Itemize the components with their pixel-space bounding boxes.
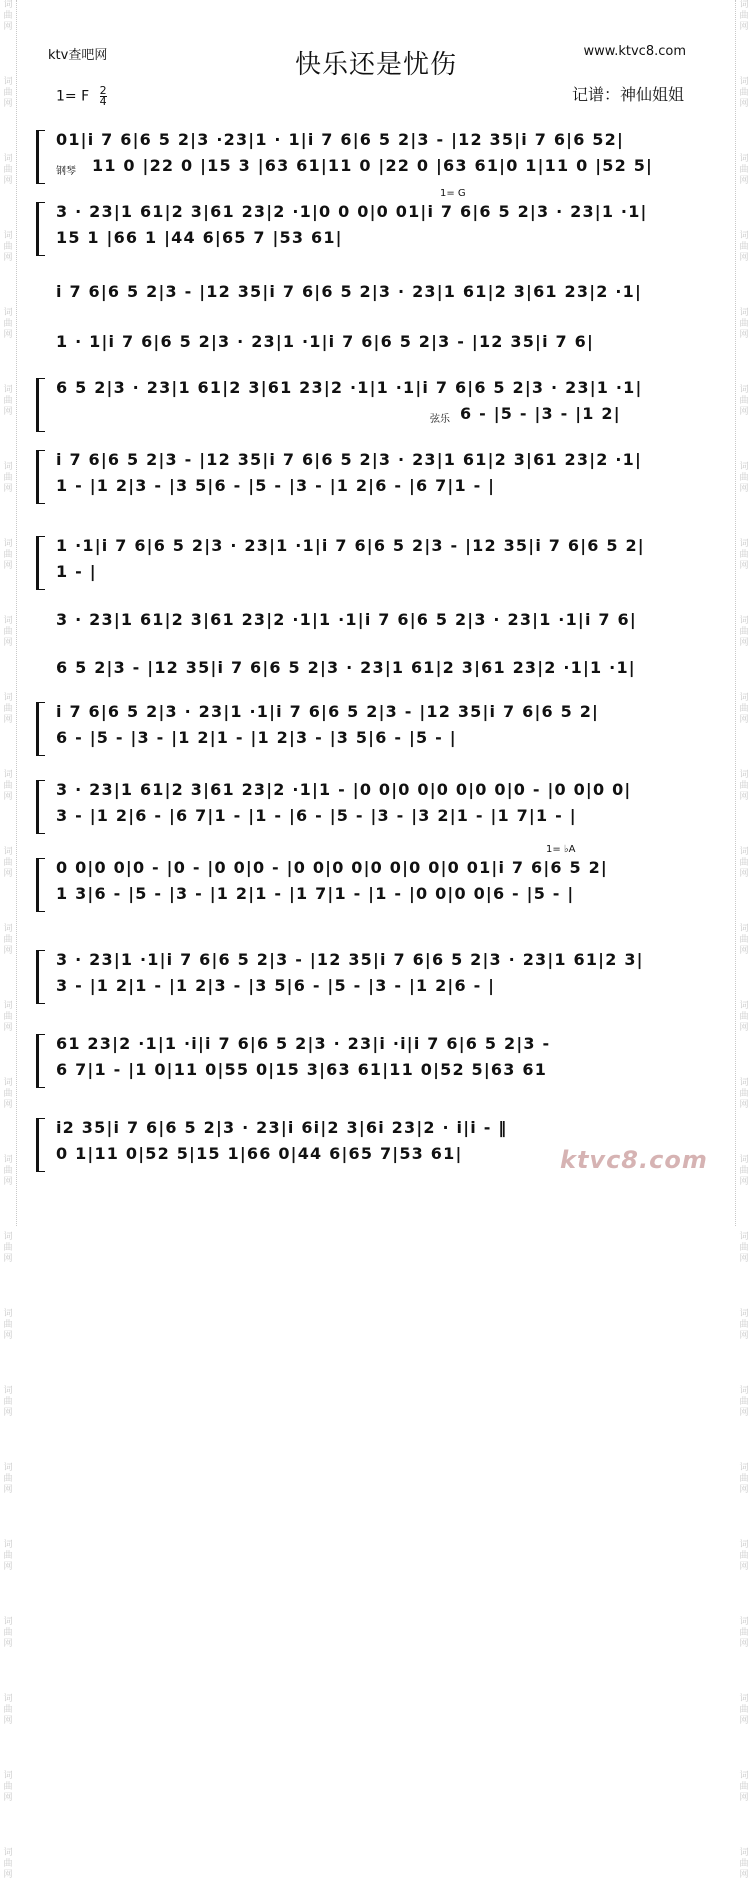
upper-staff: 6 5 2|3 · 23|1 61|2 3|61 23|2 ·1|1 ·1|i 7 6|6 5 2|3 · 23|1 ·1| bbox=[56, 378, 643, 397]
upper-staff: i 7 6|6 5 2|3 - |12 35|i 7 6|6 5 2|3 · 23|1 61|2 3|61 23|2 ·1| bbox=[56, 450, 642, 469]
watermark-glyph: 词曲网 bbox=[3, 616, 13, 648]
system-bracket bbox=[36, 950, 45, 1004]
lower-staff: 1 3|6 - |5 - |3 - |1 2|1 - |1 7|1 - |1 - |0 0|0 0|6 - |5 - | bbox=[56, 884, 575, 903]
watermark-stamp: ktvc8.com bbox=[560, 1146, 708, 1174]
system-bracket bbox=[36, 1118, 45, 1172]
lower-staff: 6 - |5 - |3 - |1 2| bbox=[460, 404, 621, 423]
watermark-glyph: 词曲网 bbox=[739, 1078, 749, 1110]
system-bracket bbox=[36, 202, 45, 256]
watermark-glyph: 词曲网 bbox=[739, 1232, 749, 1264]
watermark-glyph: 词曲网 bbox=[739, 693, 749, 725]
upper-staff: 1 · 1|i 7 6|6 5 2|3 · 23|1 ·1|i 7 6|6 5 2|3 - |12 35|i 7 6| bbox=[56, 332, 595, 351]
watermark-glyph: 词曲网 bbox=[3, 1848, 13, 1880]
upper-staff: 3 · 23|1 61|2 3|61 23|2 ·1|1 - |0 0|0 0|0 0|0 0|0 - |0 0|0 0| bbox=[56, 780, 632, 799]
watermark-glyph: 词曲网 bbox=[739, 1386, 749, 1418]
watermark-glyph: 词曲网 bbox=[3, 385, 13, 417]
watermark-glyph: 词曲网 bbox=[739, 770, 749, 802]
watermark-glyph: 词曲网 bbox=[3, 1771, 13, 1803]
watermark-glyph: 词曲网 bbox=[3, 924, 13, 956]
upper-staff: 3 · 23|1 61|2 3|61 23|2 ·1|0 0 0|0 01|i 7 6|6 5 2|3 · 23|1 ·1| bbox=[56, 202, 648, 221]
watermark-glyph: 词曲网 bbox=[3, 1617, 13, 1649]
lower-staff: 3 - |1 2|1 - |1 2|3 - |3 5|6 - |5 - |3 - |1 2|6 - | bbox=[56, 976, 496, 995]
watermark-glyph: 词曲网 bbox=[739, 1463, 749, 1495]
watermark-glyph: 词曲网 bbox=[739, 924, 749, 956]
watermark-glyph: 词曲网 bbox=[3, 1463, 13, 1495]
watermark-glyph: 词曲网 bbox=[739, 77, 749, 109]
key-change-mark: 1= G bbox=[440, 188, 466, 199]
upper-staff: 0 0|0 0|0 - |0 - |0 0|0 - |0 0|0 0|0 0|0 0|0 01|i 7 6|6 5 2| bbox=[56, 858, 608, 877]
watermark-glyph: 词曲网 bbox=[739, 1848, 749, 1880]
lower-staff: 1 - |1 2|3 - |3 5|6 - |5 - |3 - |1 2|6 - |6 7|1 - | bbox=[56, 476, 496, 495]
upper-staff: i 7 6|6 5 2|3 - |12 35|i 7 6|6 5 2|3 · 23|1 61|2 3|61 23|2 ·1| bbox=[56, 282, 642, 301]
system-bracket bbox=[36, 780, 45, 834]
watermark-glyph: 词曲网 bbox=[3, 1386, 13, 1418]
upper-staff: 1 ·1|i 7 6|6 5 2|3 · 23|1 ·1|i 7 6|6 5 2|3 - |12 35|i 7 6|6 5 2| bbox=[56, 536, 645, 555]
watermark-glyph: 词曲网 bbox=[3, 770, 13, 802]
watermark-glyph: 词曲网 bbox=[739, 0, 749, 32]
lower-staff: 15 1 |66 1 |44 6|65 7 |53 61| bbox=[56, 228, 343, 247]
right-margin-watermark bbox=[735, 0, 752, 1880]
watermark-glyph: 词曲网 bbox=[739, 385, 749, 417]
watermark-glyph: 词曲网 bbox=[3, 462, 13, 494]
watermark-glyph: 词曲网 bbox=[739, 1309, 749, 1341]
watermark-glyph: 词曲网 bbox=[3, 1001, 13, 1033]
watermark-glyph: 词曲网 bbox=[739, 1617, 749, 1649]
lower-staff: 0 1|11 0|52 5|15 1|66 0|44 6|65 7|53 61| bbox=[56, 1144, 463, 1163]
system-bracket bbox=[36, 450, 45, 504]
upper-staff: 3 · 23|1 ·1|i 7 6|6 5 2|3 - |12 35|i 7 6|6 5 2|3 · 23|1 61|2 3| bbox=[56, 950, 644, 969]
upper-staff: i2 35|i 7 6|6 5 2|3 · 23|i 6i|2 3|6i 23|2 · i|i - ‖ bbox=[56, 1118, 508, 1137]
watermark-glyph: 词曲网 bbox=[3, 231, 13, 263]
upper-staff: 6 5 2|3 - |12 35|i 7 6|6 5 2|3 · 23|1 61|2 3|61 23|2 ·1|1 ·1| bbox=[56, 658, 636, 677]
watermark-glyph: 词曲网 bbox=[3, 1694, 13, 1726]
song-title: 快乐还是忧伤 bbox=[294, 50, 457, 80]
time-signature-bottom: 4 bbox=[99, 95, 107, 108]
watermark-glyph: 词曲网 bbox=[739, 1694, 749, 1726]
watermark-glyph: 词曲网 bbox=[739, 616, 749, 648]
time-signature bbox=[100, 86, 107, 107]
watermark-glyph: 词曲网 bbox=[3, 308, 13, 340]
watermark-glyph: 词曲网 bbox=[3, 1155, 13, 1187]
system-bracket bbox=[36, 130, 45, 184]
site-url[interactable]: www.ktvc8.com bbox=[583, 44, 686, 59]
transcriber-credit: 记谱：神仙姐姐 bbox=[571, 85, 684, 104]
watermark-glyph: 词曲网 bbox=[739, 154, 749, 186]
lower-staff: 1 - | bbox=[56, 562, 97, 581]
watermark-glyph: 词曲网 bbox=[739, 1771, 749, 1803]
upper-staff: 01|i 7 6|6 5 2|3 ·23|1 · 1|i 7 6|6 5 2|3 - |12 35|i 7 6|6 52| bbox=[56, 130, 625, 149]
key-change-mark: 1= ♭A bbox=[546, 844, 576, 855]
time-signature-top: 2 bbox=[99, 84, 107, 97]
watermark-glyph: 词曲网 bbox=[739, 1001, 749, 1033]
left-margin-watermark bbox=[0, 0, 17, 1880]
site-name: ktv查吧网 bbox=[48, 48, 108, 63]
watermark-glyph: 词曲网 bbox=[3, 0, 13, 32]
watermark-glyph: 词曲网 bbox=[739, 539, 749, 571]
system-bracket bbox=[36, 536, 45, 590]
watermark-glyph: 词曲网 bbox=[739, 308, 749, 340]
upper-staff: i 7 6|6 5 2|3 · 23|1 ·1|i 7 6|6 5 2|3 - |12 35|i 7 6|6 5 2| bbox=[56, 702, 600, 721]
watermark-glyph: 词曲网 bbox=[3, 77, 13, 109]
watermark-glyph: 词曲网 bbox=[3, 154, 13, 186]
watermark-glyph: 词曲网 bbox=[739, 462, 749, 494]
key-signature bbox=[56, 86, 107, 107]
instrument-label: 弦乐 bbox=[430, 414, 450, 425]
upper-staff: 61 23|2 ·1|1 ·i|i 7 6|6 5 2|3 · 23|i ·i|i 7 6|6 5 2|3 - bbox=[56, 1034, 551, 1053]
watermark-glyph: 词曲网 bbox=[739, 1540, 749, 1572]
watermark-glyph: 词曲网 bbox=[3, 1078, 13, 1110]
upper-staff: 3 · 23|1 61|2 3|61 23|2 ·1|1 ·1|i 7 6|6 5 2|3 · 23|1 ·1|i 7 6| bbox=[56, 610, 637, 629]
system-bracket bbox=[36, 1034, 45, 1088]
lower-staff: 6 7|1 - |1 0|11 0|55 0|15 3|63 61|11 0|52 5|63 61 bbox=[56, 1060, 548, 1079]
watermark-glyph: 词曲网 bbox=[3, 1309, 13, 1341]
watermark-glyph: 词曲网 bbox=[3, 1540, 13, 1572]
system-bracket bbox=[36, 858, 45, 912]
instrument-label: 钢琴 bbox=[56, 166, 76, 177]
watermark-glyph: 词曲网 bbox=[3, 693, 13, 725]
key-label: 1= F bbox=[56, 88, 90, 105]
watermark-glyph: 词曲网 bbox=[3, 1232, 13, 1264]
lower-staff: 6 - |5 - |3 - |1 2|1 - |1 2|3 - |3 5|6 - |5 - | bbox=[56, 728, 457, 747]
lower-staff: 3 - |1 2|6 - |6 7|1 - |1 - |6 - |5 - |3 - |3 2|1 - |1 7|1 - | bbox=[56, 806, 577, 825]
system-bracket bbox=[36, 702, 45, 756]
watermark-glyph: 词曲网 bbox=[3, 847, 13, 879]
lower-staff: 11 0 |22 0 |15 3 |63 61|11 0 |22 0 |63 61|0 1|11 0 |52 5| bbox=[92, 156, 654, 175]
watermark-glyph: 词曲网 bbox=[739, 231, 749, 263]
system-bracket bbox=[36, 378, 45, 432]
watermark-glyph: 词曲网 bbox=[739, 847, 749, 879]
watermark-glyph: 词曲网 bbox=[3, 539, 13, 571]
watermark-glyph: 词曲网 bbox=[739, 1155, 749, 1187]
